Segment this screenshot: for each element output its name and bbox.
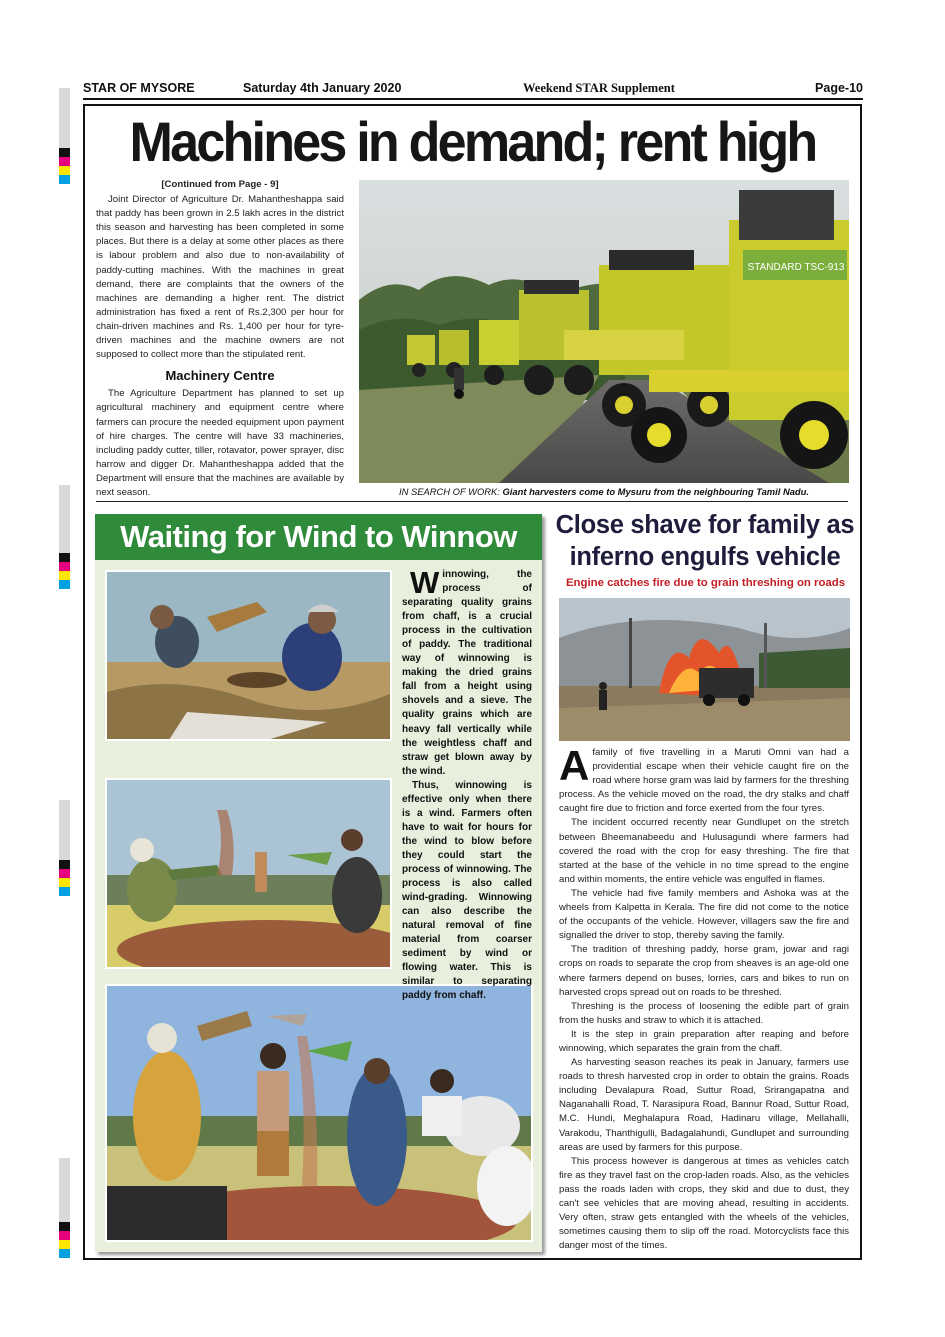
caption-text: Giant harvesters come to Mysuru from the neighbouring Tamil Nadu. [502,486,809,497]
lead-paragraph-2: The Agriculture Department has planned to set up agricultural machinery and equipment centre where farmers can procure the needed equipment upon payment of hire charges. The centre will have 33 machineries, including paddy cutter, tiller, rotavator, power sprayer, disc harrow and digger Dr. Mahantheshappa added that the Department will ensure that the machines are available by next season. [96,388,344,498]
header-rule [83,98,863,100]
page-number: Page-10 [815,81,863,95]
lead-article [96,178,344,500]
page-header [83,79,863,97]
harvesters-photo [359,180,849,483]
lead-paragraph-1: Joint Director of Agriculture Dr. Mahantheshappa said that paddy has been grown in 2.5 lakh acres in the district this season and harvesting has been completed in some places. But there is a delay at some other places as there is labour problem and also due to non-availability of paddy-cutting machines. With the machines in great demand, there are complaints that the owners of the machines are demanding a higher rent. The district administration has fixed a rent of Rs.2,300 per hour for chain-driven machines and Rs. 1,400 per hour for tyre-driven machines and the machine owners are not supposed to collect more than the stipulated rent. [96,194,344,361]
fire-headline: Close shave for family as inferno engulfs vehicle [555,511,855,571]
fire-paragraph-7: As harvesting season reaches its peak in January, farmers use roads to thresh harvested crop in order to obtain the grains. Roads including Devalapura Road, Suttur Road, Srirangapatna and Naganahalli Road, T. Narasipura Road, Bannur Road, Suttur Road, M.C. Hundi, Meghalapura Road, Hadinaru village, Mellahalli, Varakodu, Thanthigulli, Badagalahundi, Gundlupet and surrounding areas are used by farmers for this purpose. [559,1057,849,1153]
section-divider [96,501,848,502]
fire-article [559,742,849,1253]
fire-paragraph-1: family of five travelling in a Maruti Omni van had a providential escape when their vehicle caught fire on the road where horse gram was laid by farmers for the threshing process. As the vehicle moved on the road, the dry stalks and chaff caught fire due to friction and force exerted from the four tyres. [559,747,849,815]
registration-marks-low [59,800,70,896]
winnow-article [402,565,532,1003]
caption-label: IN SEARCH OF WORK: [399,486,500,497]
registration-marks-mid [59,485,70,589]
winnow-dropcap: W [410,565,440,600]
fire-paragraph-6: It is the step in grain preparation after reaping and before winnowing, which separates the grain from the chaff. [559,1028,849,1054]
harvester-plate-text: STANDARD TSC-913 [747,262,845,273]
winnow-photo-grain-throw [105,778,392,969]
winnow-photo-women-sieve [105,570,392,741]
machinery-subhead: Machinery Centre [165,368,275,384]
supplement-name: Weekend STAR Supplement [523,81,675,95]
winnow-photo-group [105,984,533,1242]
issue-date: Saturday 4th January 2020 [243,81,402,95]
fire-paragraph-3: The vehicle had five family members and Ashoka was at the wheels from Kalpetta in Kerala. The fire did not come to the notice of the occupants of the vehicle. However, villagers saw the fire and signalled the driver to stop, thereby saving the family. [559,887,849,942]
winnow-title: Waiting for Wind to Winnow [95,514,542,560]
harvesters-caption [359,486,849,497]
fire-paragraph-4: The tradition of threshing paddy, horse gram, jowar and ragi crops on roads to separate the crop from sheaves is an age-old one where farmers depend on buses, lorries, cars and bikes to run on harvested crops spread out on roads to be threshed. [559,944,849,998]
winnow-paragraph-2: Thus, winnowing is effective only when there is a wind. Farmers often have to wait for hours for the wind to blow before they could start the process of winnowing. The process is also called wind-grading. Winnowing can also describe the natural removal of fine material from coarser sediment by wind or flowing water. This is similar to separating paddy from chaff. [402,779,532,1002]
fire-dropcap: A [559,742,590,789]
registration-marks-bottom [59,1158,70,1258]
burning-van-photo [559,598,850,741]
paper-name: STAR OF MYSORE [83,81,195,95]
winnow-paragraph-1: innowing, the process of separating quality grains from chaff, is a crucial process in the cultivation of paddy. The traditional way of winnowing is making the dried grains fall from a height using shovels and a sieve. The quality grains which are heavy fall vertically while the weightless chaff and straw get blown away by the wind. [402,569,532,777]
fire-paragraph-8: This process however is dangerous at times as vehicles catch fire as they travel fast on the crop-laden roads. Also, as the vehicles pass the roads laden with crops, they skid and due to dust, they can't see vehicles that are moving ahead, resulting in accidents. Very often, straw gets entangled with the wheels of the vehicles, sometimes causing them to slip off the road. Motorcyclists face this danger most of the times. [559,1155,849,1252]
fire-paragraph-2: The incident occurred recently near Gundlupet on the stretch between Bheemanabeedu and Hulusagundi where farmers had covered the road with the crop for easy threshing. The fire that started at the base of the vehicle in no time spread to the engine and within moments, the entire vehicle was engulfed in flames. [559,817,849,885]
registration-marks-top [59,88,70,184]
lead-headline: Machines in demand; rent high [129,110,816,173]
fire-subheadline: Engine catches fire due to grain threshing on roads [565,577,846,589]
fire-paragraph-5: Threshing is the process of loosening the edible part of grain from the husks and straw to which it is attached. [559,1000,849,1026]
continued-label: [Continued from Page - 9] [161,179,279,190]
